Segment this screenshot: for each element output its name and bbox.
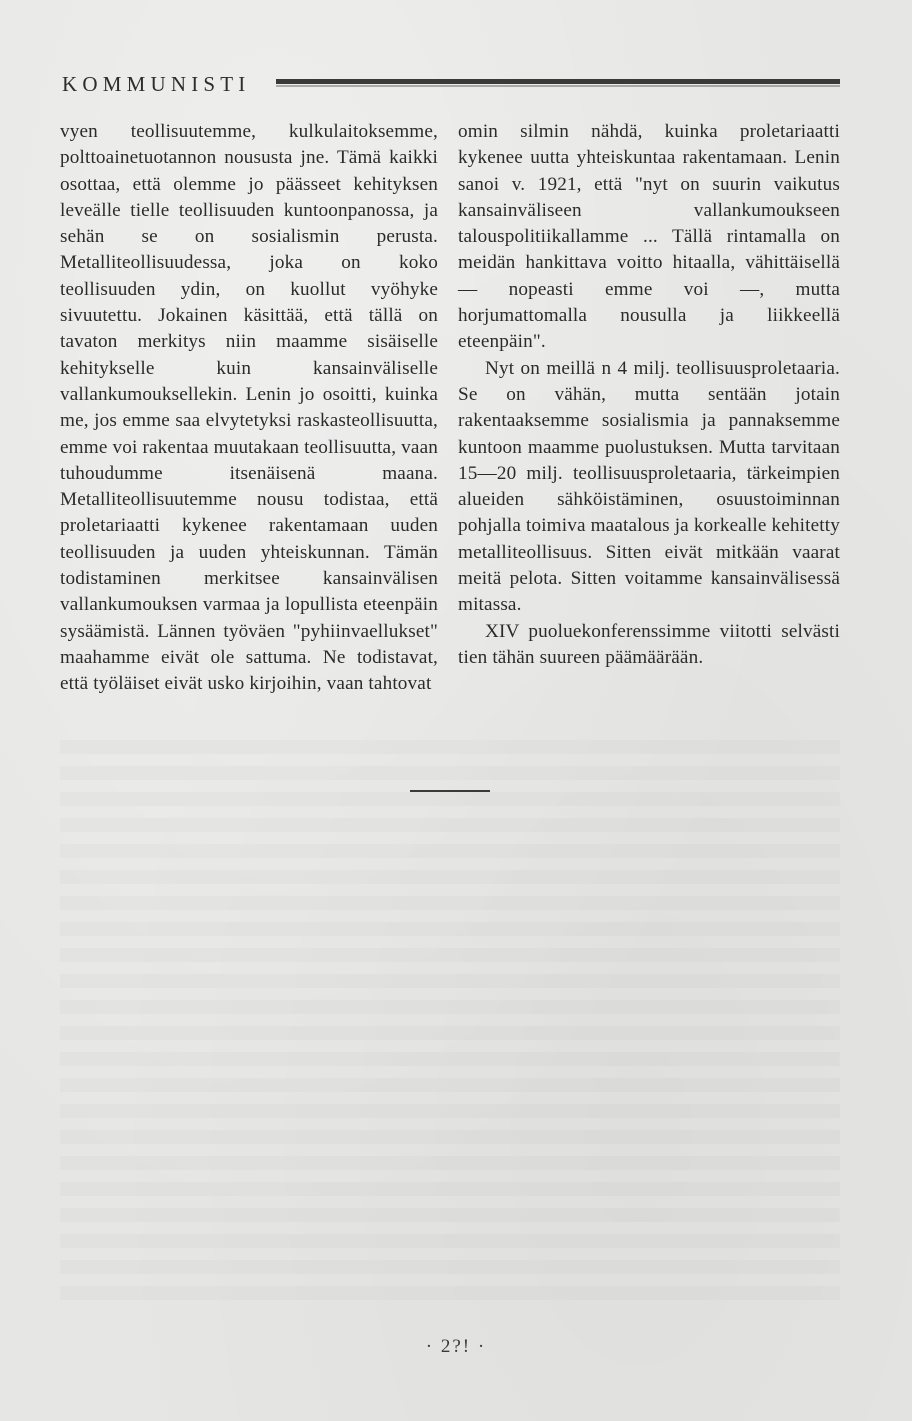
running-head: KOMMUNISTI <box>62 72 251 96</box>
article-end-rule <box>410 790 490 792</box>
header-rule <box>276 79 840 88</box>
left-column <box>60 119 438 698</box>
right-column <box>458 119 840 671</box>
right-paragraph: XIV puoluekonferenssimme viitotti selvästi tien tähän suureen päämäärään. <box>458 620 840 668</box>
right-paragraph: omin silmin nähdä, kuinka proletariaatti kykenee uutta yhteiskuntaa rakentamaan. Lenin sanoi v. 1921, että "nyt on suurin vaikutus kansainväliseen vallankumoukseen talouspolitiikallamme ... Tällä rintamalla on meidän hankittava voitto hitaalla, vähittäisellä — nopeasti emme voi —, mutta horjumattomalla nousulla ja liikkeellä eteenpäin". <box>458 121 840 353</box>
show-through-texture <box>60 740 840 1300</box>
right-paragraph: Nyt on meillä n 4 milj. teollisuusproletaaria. Se on vähän, mutta sentään jotain rakentaaksemme sosialismia ja pannaksemme kuntoon maamme puolustuksen. Mutta tarvitaan 15—20 milj. teollisuusproletaaria, tärkeimpien alueiden sähköistäminen, osuustoiminnan pohjalla toimiva maatalous ja korkealle kehitetty metalliteollisuus. Sitten eivät mitkään vaarat meitä pelota. Sitten voitamme kansainvälisessä mitassa. <box>458 357 840 616</box>
left-paragraph: vyen teollisuutemme, kulkulaitoksemme, polttoainetuotannon noususta jne. Tämä kaikki osottaa, että olemme jo päässeet kehityksen leveälle tielle teollisuuden kuntoonpanossa, ja sehän se on sosialismin perusta. Metalliteollisuudessa, joka on koko teollisuuden ydin, on kuollut vyöhyke sivuutettu. Jokainen käsittää, että tällä on tavaton merkitys niin maamme sisäiselle kehitykselle kuin kansainväliselle vallankumouksellekin. Lenin jo osoitti, kuinka me, jos emme saa elvytetyksi raskasteollisuutta, emme voi rakentaa muutakaan teollisuutta, vaan tuhoudumme itsenäisenä maana. Metalliteollisuutemme nousu todistaa, että proletariaatti kykenee rakentamaan uuden teollisuuden ja uuden yhteiskunnan. Tämän todistaminen merkitsee kansainvälisen vallankumouksen varmaa ja lopullista eteenpäin sysäämistä. Lännen työväen "pyhiinvaellukset" maahamme eivät ole sattuma. Ne todistavat, että työläiset eivät usko kirjoihin, vaan tahtovat <box>60 121 438 695</box>
page-number: · 2?! · <box>425 1336 487 1357</box>
page-header <box>62 72 840 96</box>
